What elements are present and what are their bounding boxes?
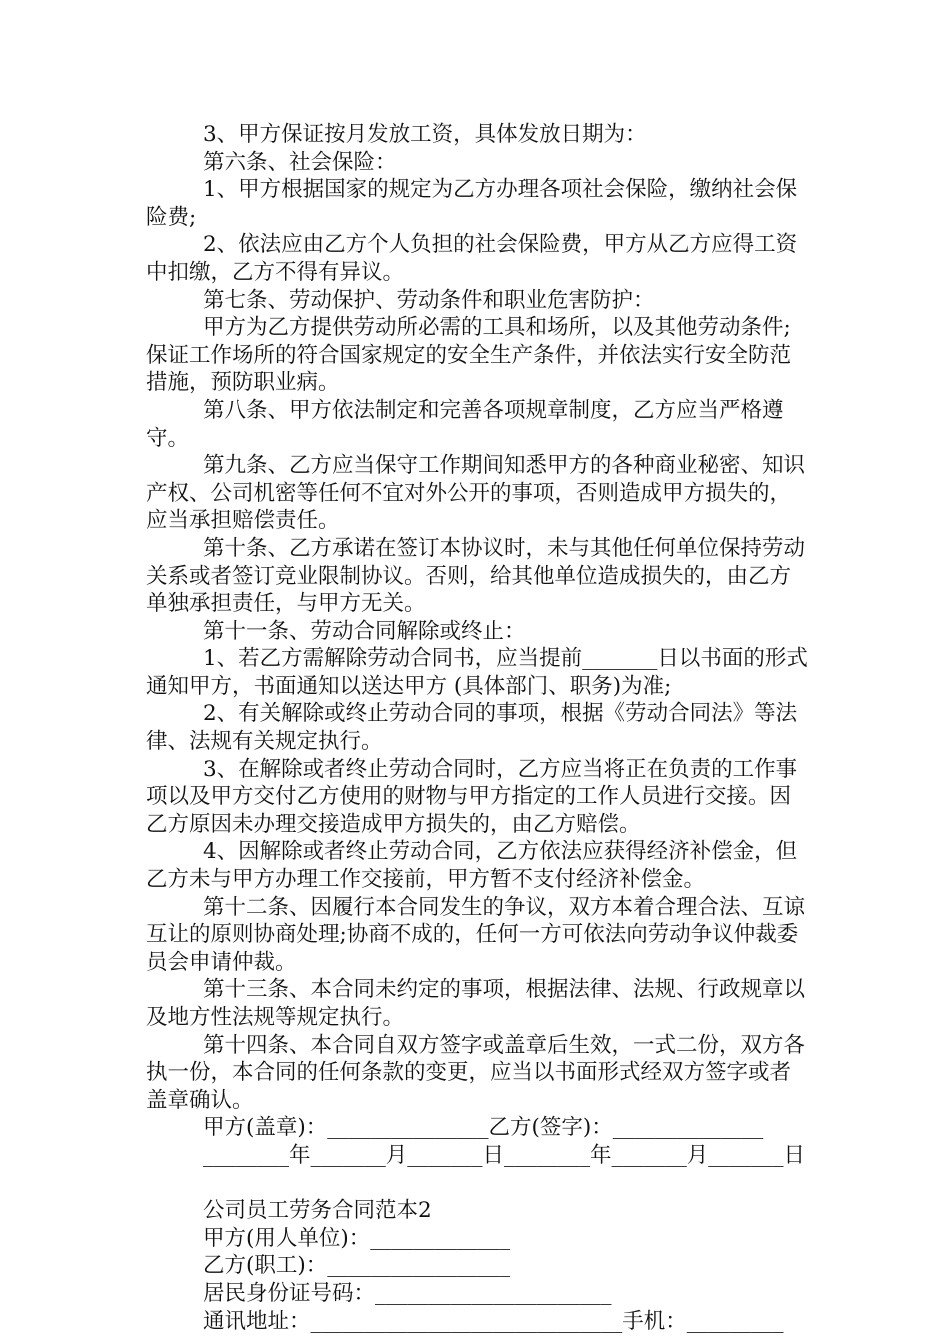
template-2-party-a: 甲方(用人单位)：_____________ (203, 1225, 511, 1251)
spacer (146, 1170, 810, 1198)
article-6-title: 第六条、社会保险： (203, 149, 397, 175)
article-11-item-4: 4、因解除或者终止劳动合同，乙方依法应获得经济补偿金，但乙方未与甲方办理工作交接前，甲方暂不支付经济补偿金。 (146, 839, 798, 893)
clause-pay-date: 3、甲方保证按月发放工资，具体发放日期为： (203, 122, 647, 147)
article-11-item-3: 3、在解除或者终止劳动合同时，乙方应当将正在负责的工作事项以及甲方交付乙方使用的财物与甲方指定的工作人员进行交接。因乙方原因未办理交接造成甲方损失的，由乙方赔偿。 (146, 756, 798, 837)
document-page (146, 121, 810, 1335)
template-2-party-b: 乙方(职工)：_________________ (203, 1253, 511, 1279)
article-14: 第十四条、本合同自双方签字或盖章后生效，一式二份，双方各执一份，本合同的任何条款的变更，应当以书面形式经双方签字或者盖章确认。 (146, 1032, 806, 1113)
signature-line: 甲方(盖章)：_______________乙方(签字)：______________ (203, 1115, 764, 1141)
article-13: 第十三条、本合同未约定的事项，根据法律、法规、行政规章以及地方性法规等规定执行。 (146, 977, 806, 1030)
article-7-body: 甲方为乙方提供劳动所必需的工具和场所，以及其他劳动条件;保证工作场所的符合国家规定的安全生产条件，并依法实行安全防范措施，预防职业病。 (146, 315, 792, 396)
article-8: 第八条、甲方依法制定和完善各项规章制度，乙方应当严格遵守。 (146, 397, 784, 451)
article-7-title: 第七条、劳动保护、劳动条件和职业危害防护： (203, 287, 655, 313)
article-11-item-1: 1、若乙方需解除劳动合同书，应当提前_______日以书面的形式通知甲方，书面通知以送达甲方 (具体部门、职务)为准; (146, 646, 808, 699)
article-9: 第九条、乙方应当保守工作期间知悉甲方的各种商业秘密、知识产权、公司机密等任何不宜对外公开的事项，否则造成甲方损失的，应当承担赔偿责任。 (146, 453, 806, 534)
article-6-item-2: 2、依法应由乙方个人负担的社会保险费，甲方从乙方应得工资中扣缴，乙方不得有异议。 (146, 232, 798, 285)
template-2-title: 公司员工劳务合同范本2 (203, 1198, 432, 1224)
article-6-item-1: 1、甲方根据国家的规定为乙方办理各项社会保险，缴纳社会保险费; (146, 177, 798, 230)
template-2-address: 通讯地址：_____________________________手机：_________ (203, 1308, 784, 1334)
template-2-id-number: 居民身份证号码：______________________ (203, 1280, 612, 1306)
date-line: ________年_______月_______日________年_______月_______日 (203, 1142, 806, 1168)
article-11-title: 第十一条、劳动合同解除或终止： (203, 618, 526, 644)
article-10: 第十条、乙方承诺在签订本协议时，未与其他任何单位保持劳动关系或者签订竞业限制协议。否则，给其他单位造成损失的，由乙方单独承担责任，与甲方无关。 (146, 535, 806, 617)
article-12: 第十二条、因履行本合同发生的争议，双方本着合理合法、互谅互让的原则协商处理;协商不成的，任何一方可依法向劳动争议仲裁委员会申请仲裁。 (146, 894, 806, 975)
article-11-item-2: 2、有关解除或终止劳动合同的事项，根据《劳动合同法》等法律、法规有关规定执行。 (146, 701, 798, 755)
